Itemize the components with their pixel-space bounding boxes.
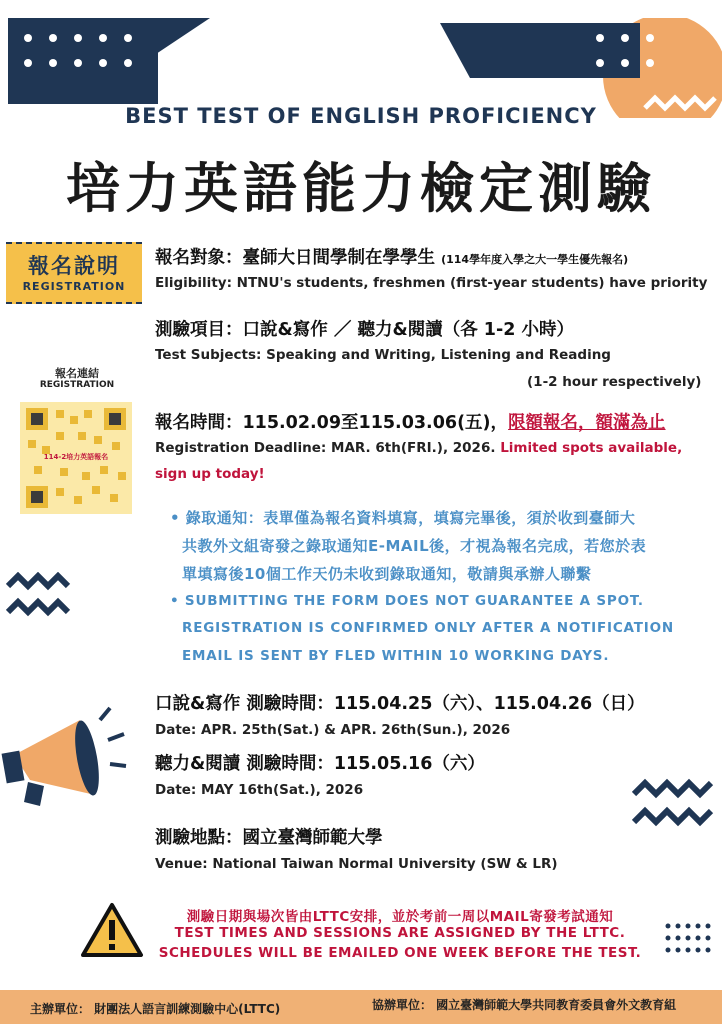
registration-limit-en: Limited spots available, [500, 440, 683, 456]
megaphone-icon [0, 700, 130, 820]
venue-en: Venue: National Taiwan Normal University (SW & LR) [155, 856, 558, 872]
eligibility-zh-main: 報名對象：臺師大日間學制在學學生 [155, 248, 435, 268]
warning-icon [80, 902, 144, 958]
registration-badge [6, 242, 142, 304]
wave-right-icon [632, 778, 714, 830]
qr-caption: 114-2培力英語報名 [43, 453, 109, 461]
notice-en-line-3: EMAIL IS SENT BY FLED WITHIN 10 WORKING DAYS. [182, 648, 610, 664]
footer-bar [0, 990, 722, 1024]
english-subtitle: BEST TEST OF ENGLISH PROFICIENCY [125, 104, 597, 128]
notice-zh-line-2: 共教外文組寄發之錄取通知E-MAIL後，才視為報名完成，若您於表 [182, 537, 647, 555]
badge-zh: 報名說明 [28, 254, 120, 278]
page-title: 培力英語能力檢定測驗 [66, 157, 656, 220]
subjects-zh: 測驗項目：口說&寫作 ／ 聽力&閱讀（各 1-2 小時） [155, 320, 575, 340]
warning-zh: 測驗日期與場次皆由LTTC安排，並於考前一周以MAIL寄發考試通知 [186, 909, 614, 925]
warning-en-2: SCHEDULES WILL BE EMAILED ONE WEEK BEFORE THE TEST. [158, 945, 642, 961]
top-left-decoration-tail [150, 18, 210, 58]
eligibility-zh [155, 244, 628, 269]
dot-grid-icon [20, 30, 140, 80]
listening-date-zh: 聽力&閱讀 測驗時間：115.05.16（六） [155, 754, 485, 774]
qr-code[interactable] [20, 402, 132, 514]
wave-left-icon [6, 572, 76, 622]
subjects-en-duration: (1-2 hour respectively) [527, 374, 702, 390]
speaking-date-en: Date: APR. 25th(Sat.) & APR. 26th(Sun.), 2026 [155, 722, 511, 738]
listening-date-en: Date: MAY 16th(Sat.), 2026 [155, 782, 364, 798]
link-label-en: REGISTRATION [39, 380, 115, 390]
notice-en-line-1: • SUBMITTING THE FORM DOES NOT GUARANTEE A SPOT. [170, 593, 644, 609]
eligibility-zh-note: (114學年度入學之大一學生優先報名) [441, 253, 629, 266]
footer-organizer: 主辦單位： 財團法人語言訓練測驗中心(LTTC) [30, 1002, 281, 1016]
subjects-en: Test Subjects: Speaking and Writing, Listening and Reading [155, 347, 611, 363]
registration-time-zh [155, 409, 666, 434]
footer-coorganizer: 協辦單位： 國立臺灣師範大學共同教育委員會外文教育組 [372, 998, 677, 1012]
speaking-date-zh: 口說&寫作 測驗時間：115.04.25（六）、115.04.26（日） [155, 694, 645, 714]
registration-limit-en-2: sign up today! [155, 466, 265, 482]
badge-en: REGISTRATION [22, 280, 126, 293]
eligibility-en: Eligibility: NTNU's students, freshmen (first-year students) have priority [155, 275, 708, 291]
dot-grid-small-icon [664, 922, 714, 962]
link-label-zh: 報名連結 [55, 367, 99, 380]
registration-time-zh-main: 報名時間：115.02.09至115.03.06(五)， [155, 413, 509, 433]
notice-zh-line-1: • 錄取通知：表單僅為報名資料填寫，填寫完畢後，須於收到臺師大 [170, 509, 636, 527]
notice-zh-line-3: 單填寫後10個工作天仍未收到錄取通知，敬請與承辦人聯繫 [182, 565, 592, 583]
registration-limit-zh: 限額報名，額滿為止 [508, 413, 666, 433]
venue-zh: 測驗地點：國立臺灣師範大學 [155, 828, 383, 848]
registration-time-en [155, 440, 682, 456]
top-right-decoration [440, 18, 722, 118]
notice-en-line-2: REGISTRATION IS CONFIRMED ONLY AFTER A NOTIFICATION [182, 620, 674, 636]
warning-en-1: TEST TIMES AND SESSIONS ARE ASSIGNED BY THE LTTC. [174, 925, 626, 941]
registration-time-en-main: Registration Deadline: MAR. 6th(FRI.), 2026. [155, 440, 501, 456]
